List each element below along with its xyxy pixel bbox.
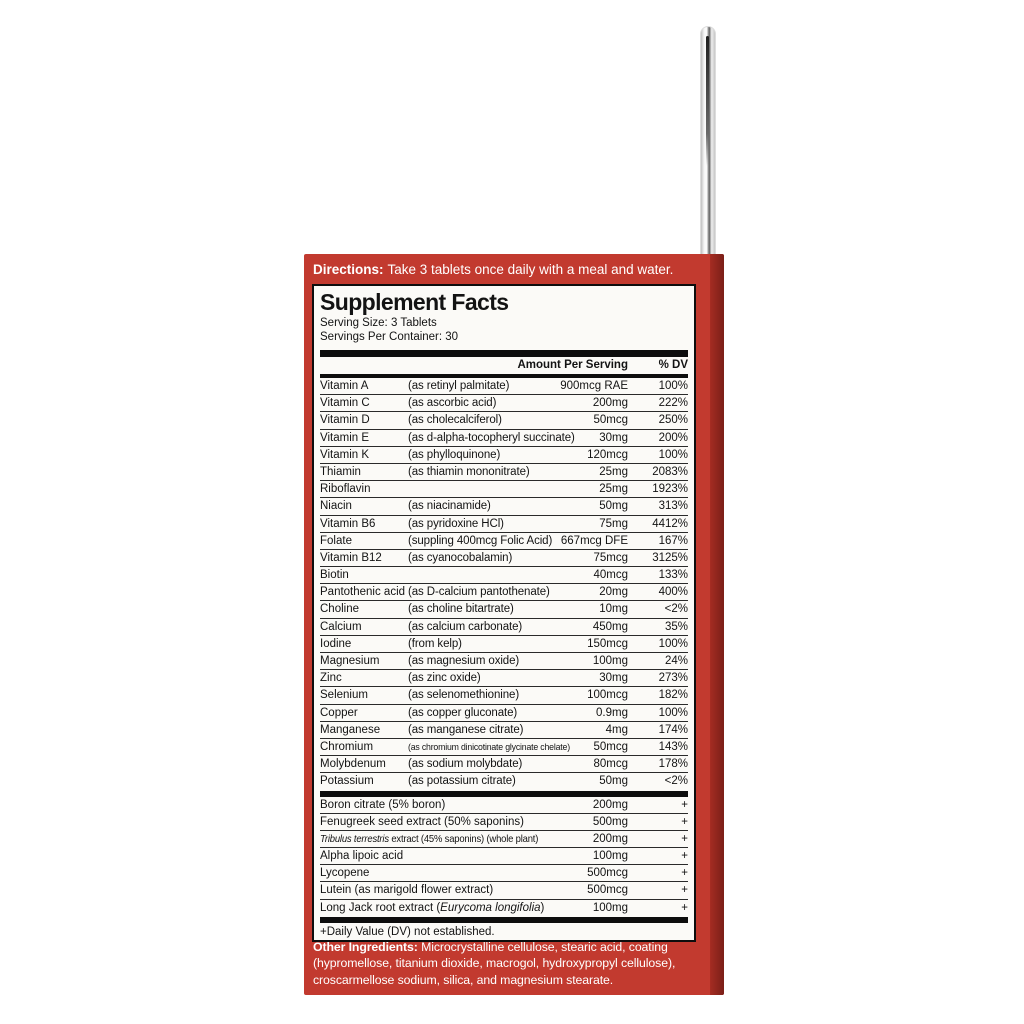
dv-footnote: +Daily Value (DV) not established. (320, 925, 495, 938)
nutrient-source: (as magnesium oxide) (408, 655, 520, 667)
nutrient-amount: 50mg (599, 775, 628, 788)
nutrient-row (320, 756, 688, 773)
nutrient-amount: 80mcg (593, 758, 628, 771)
nutrient-amount: 75mg (599, 517, 628, 530)
nutrient-name: Selenium (320, 689, 368, 702)
nutrient-dv: 400% (658, 586, 688, 599)
botanical-name-part: Lutein (as marigold flower extract) (320, 884, 494, 897)
nutrient-row (320, 395, 688, 412)
nutrient-dv: 222% (658, 397, 688, 410)
nutrient-row (320, 567, 688, 584)
nutrient-source: (as potassium citrate) (408, 775, 516, 788)
nutrient-row (320, 619, 688, 636)
nutrient-amount: 120mcg (587, 448, 628, 461)
panel-title: Supplement Facts (320, 289, 509, 315)
nutrient-name: Vitamin A (320, 380, 369, 392)
botanical-dv: + (681, 798, 688, 811)
nutrient-source: (as pyridoxine HCl) (408, 517, 504, 530)
botanical-name-part: Alpha lipoic acid (320, 850, 404, 863)
nutrient-name: Manganese (320, 723, 381, 736)
botanical-amount: 100mg (592, 901, 628, 914)
nutrient-name: Vitamin B6 (320, 517, 376, 530)
directions-text: Take 3 tablets once daily with a meal and water. (387, 262, 674, 277)
nutrient-row (320, 378, 688, 395)
botanical-row (320, 882, 688, 899)
nutrient-source: (as chromium dinicotinate glycinate chelate) (408, 741, 570, 753)
nutrient-source: (as manganese citrate) (408, 723, 524, 736)
nutrient-row (320, 636, 688, 653)
nutrient-name: Riboflavin (320, 483, 371, 496)
nutrient-row (320, 773, 688, 790)
nutrient-dv: 1923% (652, 483, 688, 496)
other-ingredients-label: Other Ingredients: (313, 939, 418, 954)
amount-column-header: Amount Per Serving (517, 359, 628, 371)
nutrient-row (320, 722, 688, 739)
nutrient-row (320, 481, 688, 498)
nutrient-dv: 24% (664, 655, 688, 667)
nutrient-name: Potassium (320, 775, 374, 788)
botanical-name (320, 799, 445, 811)
other-ingredients (313, 939, 717, 989)
dv-column-header: % DV (658, 359, 688, 371)
nutrient-amount: 20mg (599, 586, 628, 599)
nutrient-dv: 100% (658, 448, 688, 461)
botanical-row (320, 814, 688, 831)
nutrient-source: (from kelp) (408, 637, 462, 650)
nutrient-source: (as choline bitartrate) (408, 603, 514, 616)
nutrient-row (320, 516, 688, 533)
nutrient-name: Chromium (320, 740, 374, 753)
botanical-amount: 200mg (592, 832, 628, 845)
botanical-row (320, 831, 688, 848)
nutrient-row (320, 601, 688, 618)
nutrient-source: (as ascorbic acid) (408, 397, 497, 410)
nutrient-dv: 3125% (652, 551, 688, 564)
botanical-name-part: Long Jack root extract ( (320, 901, 441, 914)
nutrient-row (320, 412, 688, 429)
botanical-rows (320, 797, 688, 917)
nutrient-source: (as sodium molybdate) (408, 758, 523, 771)
servings-per-container: Servings Per Container: 30 (320, 331, 459, 343)
nutrient-name: Zinc (320, 672, 342, 685)
directions-strip (313, 261, 700, 278)
nutrient-name: Vitamin D (320, 414, 370, 427)
nutrient-name: Vitamin C (320, 397, 370, 410)
nutrient-row (320, 464, 688, 481)
nutrient-amount: 30mg (599, 431, 628, 444)
nutrient-dv: 200% (658, 431, 688, 444)
botanical-name (320, 850, 403, 862)
botanical-dv: + (681, 815, 688, 828)
nutrient-dv: 273% (658, 672, 688, 685)
nutrient-source: (as D-calcium pantothenate) (408, 586, 550, 599)
nutrient-row (320, 498, 688, 515)
botanical-name-part: Fenugreek seed extract (50% saponins) (320, 815, 524, 828)
nutrient-dv: 100% (658, 380, 688, 392)
nutrient-dv: 100% (658, 637, 688, 650)
nutrient-amount: 4mg (605, 723, 628, 736)
botanical-dv: + (681, 867, 688, 880)
nutrient-source: (as calcium carbonate) (408, 620, 523, 633)
nutrient-name: Vitamin K (320, 448, 370, 461)
nutrient-row (320, 705, 688, 722)
nutrient-name: Choline (320, 603, 359, 616)
nutrient-dv: 174% (658, 723, 688, 736)
nutrient-row (320, 533, 688, 550)
nutrient-dv: <2% (664, 775, 688, 788)
botanical-dv: + (681, 901, 688, 914)
nutrient-name: Vitamin B12 (320, 551, 382, 564)
nutrient-dv: 250% (658, 414, 688, 427)
nutrient-source: (as cholecalciferol) (408, 414, 502, 427)
metal-hang-pin (700, 26, 716, 258)
botanical-name (320, 867, 369, 879)
nutrient-rows (320, 378, 688, 791)
nutrient-amount: 50mg (599, 500, 628, 513)
nutrient-source: (as niacinamide) (408, 500, 491, 513)
nutrient-row (320, 687, 688, 704)
botanical-row (320, 900, 688, 917)
botanical-amount: 200mg (592, 798, 628, 811)
nutrient-amount: 25mg (599, 483, 628, 496)
nutrient-amount: 150mcg (587, 637, 628, 650)
nutrient-name: Magnesium (320, 655, 380, 667)
nutrient-row (320, 653, 688, 670)
botanical-name (320, 816, 524, 828)
nutrient-source: (as copper gluconate) (408, 706, 518, 719)
nutrient-source: (suppling 400mcg Folic Acid) (408, 534, 553, 547)
nutrient-amount: 75mcg (593, 551, 628, 564)
botanical-amount: 500mcg (587, 884, 628, 897)
botanical-amount: 100mg (592, 850, 628, 863)
botanical-dv: + (681, 850, 688, 863)
nutrient-amount: 50mcg (593, 414, 628, 427)
nutrient-source: (as thiamin mononitrate) (408, 465, 530, 478)
botanical-name (320, 902, 544, 914)
nutrient-amount: 900mcg RAE (560, 380, 628, 392)
nutrient-dv: 143% (658, 740, 688, 753)
nutrient-amount: 100mcg (587, 689, 628, 702)
serving-size: Serving Size: 3 Tablets (320, 317, 437, 329)
nutrient-dv: 182% (658, 689, 688, 702)
nutrient-row (320, 670, 688, 687)
product-box (304, 254, 724, 995)
nutrient-amount: 25mg (599, 465, 628, 478)
botanical-name-part: Tribulus terrestris (320, 832, 389, 845)
botanical-row (320, 797, 688, 814)
nutrient-dv: <2% (664, 603, 688, 616)
other-ingredients-text: Microcrystalline cellulose, stearic acid, coating (hypromellose, titanium dioxide, macrogol, hydroxypropyl cellulose), croscarmellose sodium, silica, and magnesium stearate. (313, 939, 676, 987)
nutrient-amount: 10mg (599, 603, 628, 616)
botanical-row (320, 865, 688, 882)
botanical-dv: + (681, 832, 688, 845)
botanical-row (320, 848, 688, 865)
nutrient-row (320, 739, 688, 756)
nutrient-name: Molybdenum (320, 758, 386, 771)
box-side-edge (710, 254, 724, 995)
supplement-facts-panel (312, 284, 696, 942)
nutrient-row (320, 430, 688, 447)
botanical-name-part: Lycopene (320, 867, 370, 880)
nutrient-name: Iodine (320, 637, 352, 650)
nutrient-name: Vitamin E (320, 431, 370, 444)
nutrient-source: (as cyanocobalamin) (408, 551, 513, 564)
nutrient-name: Folate (320, 534, 352, 547)
nutrient-amount: 200mg (592, 397, 628, 410)
table-divider (320, 350, 688, 357)
nutrient-name: Copper (320, 706, 358, 719)
nutrient-source: (as zinc oxide) (408, 672, 481, 685)
botanical-name-part: Boron citrate (5% boron) (320, 798, 446, 811)
botanical-name-part: extract (45% saponins) (whole plant) (388, 832, 539, 845)
nutrient-name: Niacin (320, 500, 352, 513)
nutrient-dv: 167% (658, 534, 688, 547)
nutrient-name: Calcium (320, 620, 362, 633)
nutrient-name: Thiamin (320, 465, 361, 478)
nutrient-source: (as retinyl palmitate) (408, 380, 510, 392)
nutrient-name: Pantothenic acid (320, 586, 406, 599)
botanical-amount: 500mg (592, 815, 628, 828)
botanical-name (320, 831, 538, 848)
botanical-dv: + (681, 884, 688, 897)
botanical-amount: 500mcg (587, 867, 628, 880)
nutrient-source: (as d-alpha-tocopheryl succinate) (408, 431, 575, 444)
nutrient-amount: 30mg (599, 672, 628, 685)
nutrient-amount: 50mcg (593, 740, 628, 753)
directions-label: Directions: (313, 262, 384, 277)
nutrient-dv: 2083% (652, 465, 688, 478)
nutrient-row (320, 447, 688, 464)
nutrient-dv: 133% (658, 569, 688, 582)
nutrient-amount: 667mcg DFE (560, 534, 628, 547)
botanical-name (320, 884, 493, 896)
nutrient-dv: 4412% (652, 517, 688, 530)
nutrient-name: Biotin (320, 569, 349, 582)
nutrient-source: (as phylloquinone) (408, 448, 501, 461)
nutrient-dv: 100% (658, 706, 688, 719)
table-header-row (320, 357, 688, 374)
nutrient-amount: 0.9mg (596, 706, 628, 719)
botanical-name-part: ) (540, 901, 545, 914)
nutrient-row (320, 584, 688, 601)
nutrient-dv: 313% (658, 500, 688, 513)
nutrient-amount: 450mg (592, 620, 628, 633)
nutrient-amount: 100mg (592, 655, 628, 667)
nutrient-row (320, 550, 688, 567)
nutrient-source: (as selenomethionine) (408, 689, 520, 702)
nutrient-dv: 35% (664, 620, 688, 633)
nutrient-dv: 178% (658, 758, 688, 771)
nutrient-amount: 40mcg (593, 569, 628, 582)
botanical-name-part: Eurycoma longifolia (440, 901, 541, 914)
